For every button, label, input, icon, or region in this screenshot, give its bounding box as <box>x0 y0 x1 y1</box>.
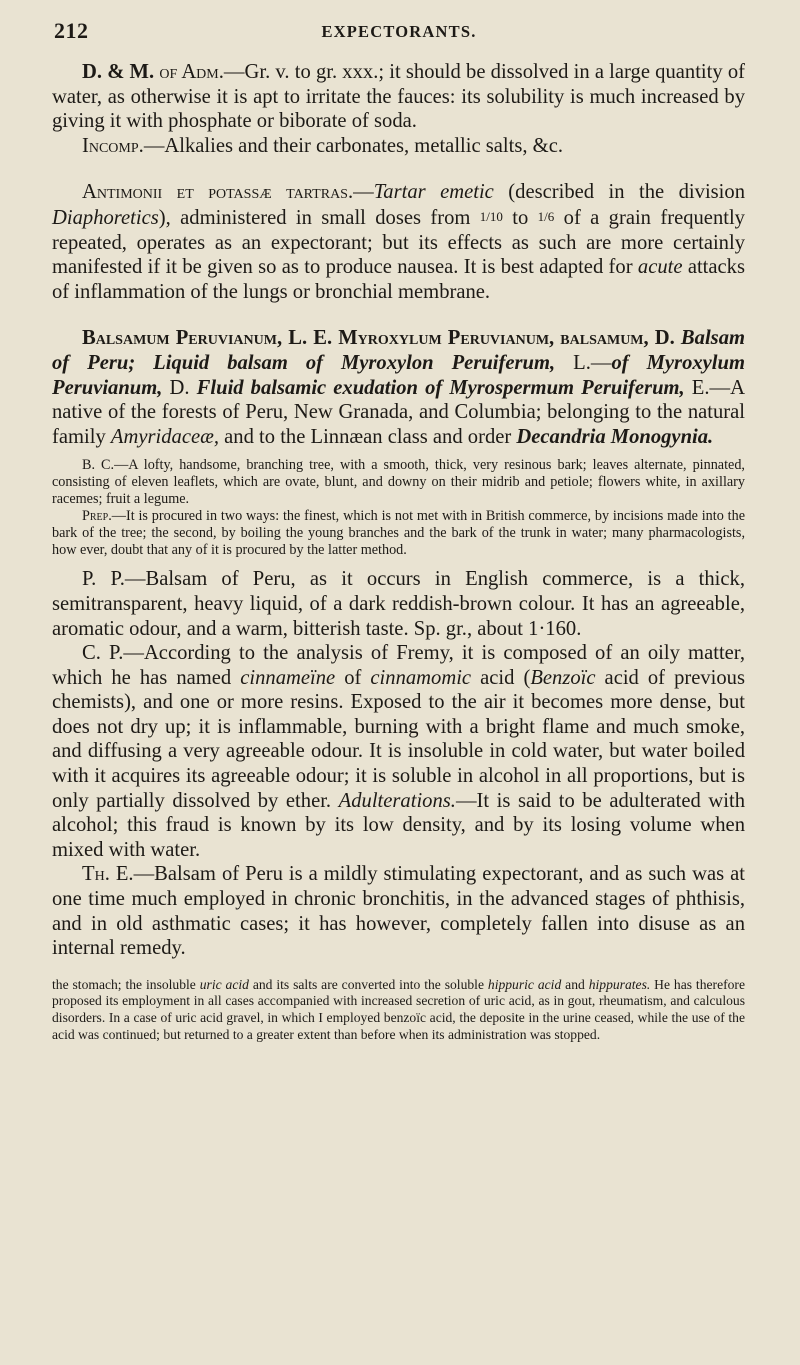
page-body <box>52 60 745 1043</box>
antimonii-paragraph <box>52 180 745 304</box>
cp-text-b: of <box>335 666 371 689</box>
running-head <box>54 18 744 46</box>
decandria-term: Decandria Monogynia. <box>516 425 714 448</box>
bc-text: —A lofty, handsome, branching tree, with a smooth, thick, very resinous bark; leaves alternate, pinnated, consisting of eleven leaflets, which are ovate, blunt, and downy on their midrib and petiole; flowers white, in axillary racemes; fruit a legume. <box>52 457 745 508</box>
cp-label: C. P. <box>82 642 124 665</box>
antimonii-dash: — <box>353 181 374 204</box>
th-text: —Balsam of Peru is a mildly stimulating expectorant, and as such was at one time much employed in chronic bronchitis, in the advanced stages of phthisis, and in old asthmatic cases; it has however, completely fallen into disuse as an internal remedy. <box>52 863 745 960</box>
balsamum-italic-b: of Myroxylum Peruvianum, <box>52 351 745 399</box>
amyridaceae-term: Amyridaceæ, <box>110 425 219 448</box>
balsamum-text-c: E.—A native of the forests of Peru, New Granada, and Columbia; belonging to the natural family <box>52 376 745 448</box>
balsamum-text-a: L.— <box>555 351 612 374</box>
incompatibles-paragraph <box>52 134 745 159</box>
footnote-text-a: the stomach; the insoluble <box>52 976 200 992</box>
diaphoretics-term: Diaphoretics <box>52 206 159 229</box>
footnote-text-d: He has therefore proposed its employment in all cases accompanied with increased secretion of uric acid, as in gout, rheumatism, and calculous disorders. In a case of uric acid gravel, in which I employed benzoïc acid, the deposite in the urine ceased, while the use of the acid was continued; but returned to a greater extent than before when its administration was stopped. <box>52 976 745 1042</box>
prep-text: —It is procured in two ways: the finest, which is not met with in British commerce, by incisions made into the bark of the tree; the second, by boiling the young branches and the bark of the trunk in water; many pharmacologists, how ever, doubt that any of it is procured by the latter method. <box>52 508 745 559</box>
antimonii-text-b: ), administered in small doses from <box>158 206 480 229</box>
dose-paragraph <box>52 60 745 134</box>
prep-label: Prep. <box>82 508 112 525</box>
antimonii-text-e: attacks of inflammation of the lungs or bronchial membrane. <box>52 256 745 303</box>
dose-label-adm: of Adm. <box>159 61 224 83</box>
pp-label: P. P. <box>82 568 125 591</box>
page-number: 212 <box>54 18 89 43</box>
botanical-characters-paragraph <box>52 457 745 508</box>
fraction-one-sixth: 1/6 <box>537 208 555 224</box>
hippuric-acid-term: hippuric acid <box>487 976 562 992</box>
cp-text-a: —According to the analysis of Fremy, it is composed of an oily matter, which he has named <box>52 642 745 689</box>
balsamum-heading-2: Myroxylum Peruvianum, balsamum, D. <box>338 327 675 350</box>
cinnamomic-term: cinnamomic <box>370 666 472 689</box>
cp-text-c: acid ( <box>471 666 531 689</box>
footnote <box>52 977 745 1043</box>
physical-properties-paragraph <box>52 567 745 641</box>
dose-text: —Gr. v. to gr. xxx.; it should be dissolved in a large quantity of water, as otherwise it is apt to irritate the fauces: its solubility is much increased by giving it with phosphate or biborate of soda. <box>52 61 746 133</box>
pp-text: —Balsam of Peru, as it occurs in English commerce, is a thick, semitransparent, heavy liquid, of a dark reddish-brown colour. It has an agreeable, aromatic odour, and a warm, bitterish taste. Sp. gr., about 1·160. <box>52 568 745 640</box>
running-title: EXPECTORANTS. <box>321 22 477 41</box>
footnote-text-c: and <box>561 976 589 992</box>
balsam-synonyms: Balsam of Peru; Liquid balsam of Myroxylon Peruiferum, <box>52 327 746 374</box>
balsamum-italic-c: Fluid balsamic exudation of Myrospermum Peruiferum, <box>196 376 685 399</box>
footnote-text-b: and its salts are converted into the soluble <box>248 976 488 992</box>
benzoic-term: Benzoïc <box>530 666 596 689</box>
adulterations-term: Adulterations. <box>338 789 456 812</box>
antimonii-heading: Antimonii et potassæ tartras. <box>82 181 354 204</box>
balsamum-text-b: D. <box>162 376 197 399</box>
balsamum-paragraph <box>52 326 745 449</box>
therapeutic-effects-paragraph <box>52 862 745 960</box>
cinnameine-term: cinnameïne <box>240 666 336 689</box>
preparation-paragraph <box>52 508 745 559</box>
hippurates-term: hippurates. <box>588 976 651 992</box>
balsamum-heading-1: Balsamum Peruvianum, L. E. <box>82 327 333 350</box>
chemical-properties-paragraph <box>52 641 745 862</box>
cp-text-e: —It is said to be adulterated with alcohol; this fraud is known by its low density, and by its losing volume when mixed with water. <box>52 789 745 861</box>
balsamum-text-d: and to the Linnæan class and order <box>219 425 517 448</box>
antimonii-text-c: to <box>502 206 538 229</box>
th-label: Th. E. <box>82 863 134 886</box>
antimonii-text-d: of a grain frequently repeated, operates as an expectorant; but its effects as such are more certainly manifested if it be given so as to produce nausea. It is best adapted for <box>52 206 745 279</box>
uric-acid-term: uric acid <box>199 976 249 992</box>
antimonii-text-a: (described in the division <box>493 181 745 204</box>
bc-label: B. C. <box>82 457 115 474</box>
acute-term: acute <box>637 256 683 279</box>
incomp-text: —Alkalies and their carbonates, metallic salts, &c. <box>143 134 563 157</box>
tartar-emetic-term: Tartar emetic <box>373 181 494 204</box>
cp-text-d: acid of previous chemists), and one or more resins. Exposed to the air it becomes more dense, but does not dry up; it is inflammable, burning with a bright flame and much smoke, and diffusing a very agreeable odour. It is insoluble in cold water, but water boiled with it acquires its agreeable odour; it is soluble in alcohol in all proportions, but is only partially dissolved by ether. <box>52 666 745 812</box>
incomp-label: Incomp. <box>82 134 144 157</box>
dose-label: D. & M. <box>82 61 155 83</box>
fraction-one-tenth: 1/10 <box>479 208 503 224</box>
